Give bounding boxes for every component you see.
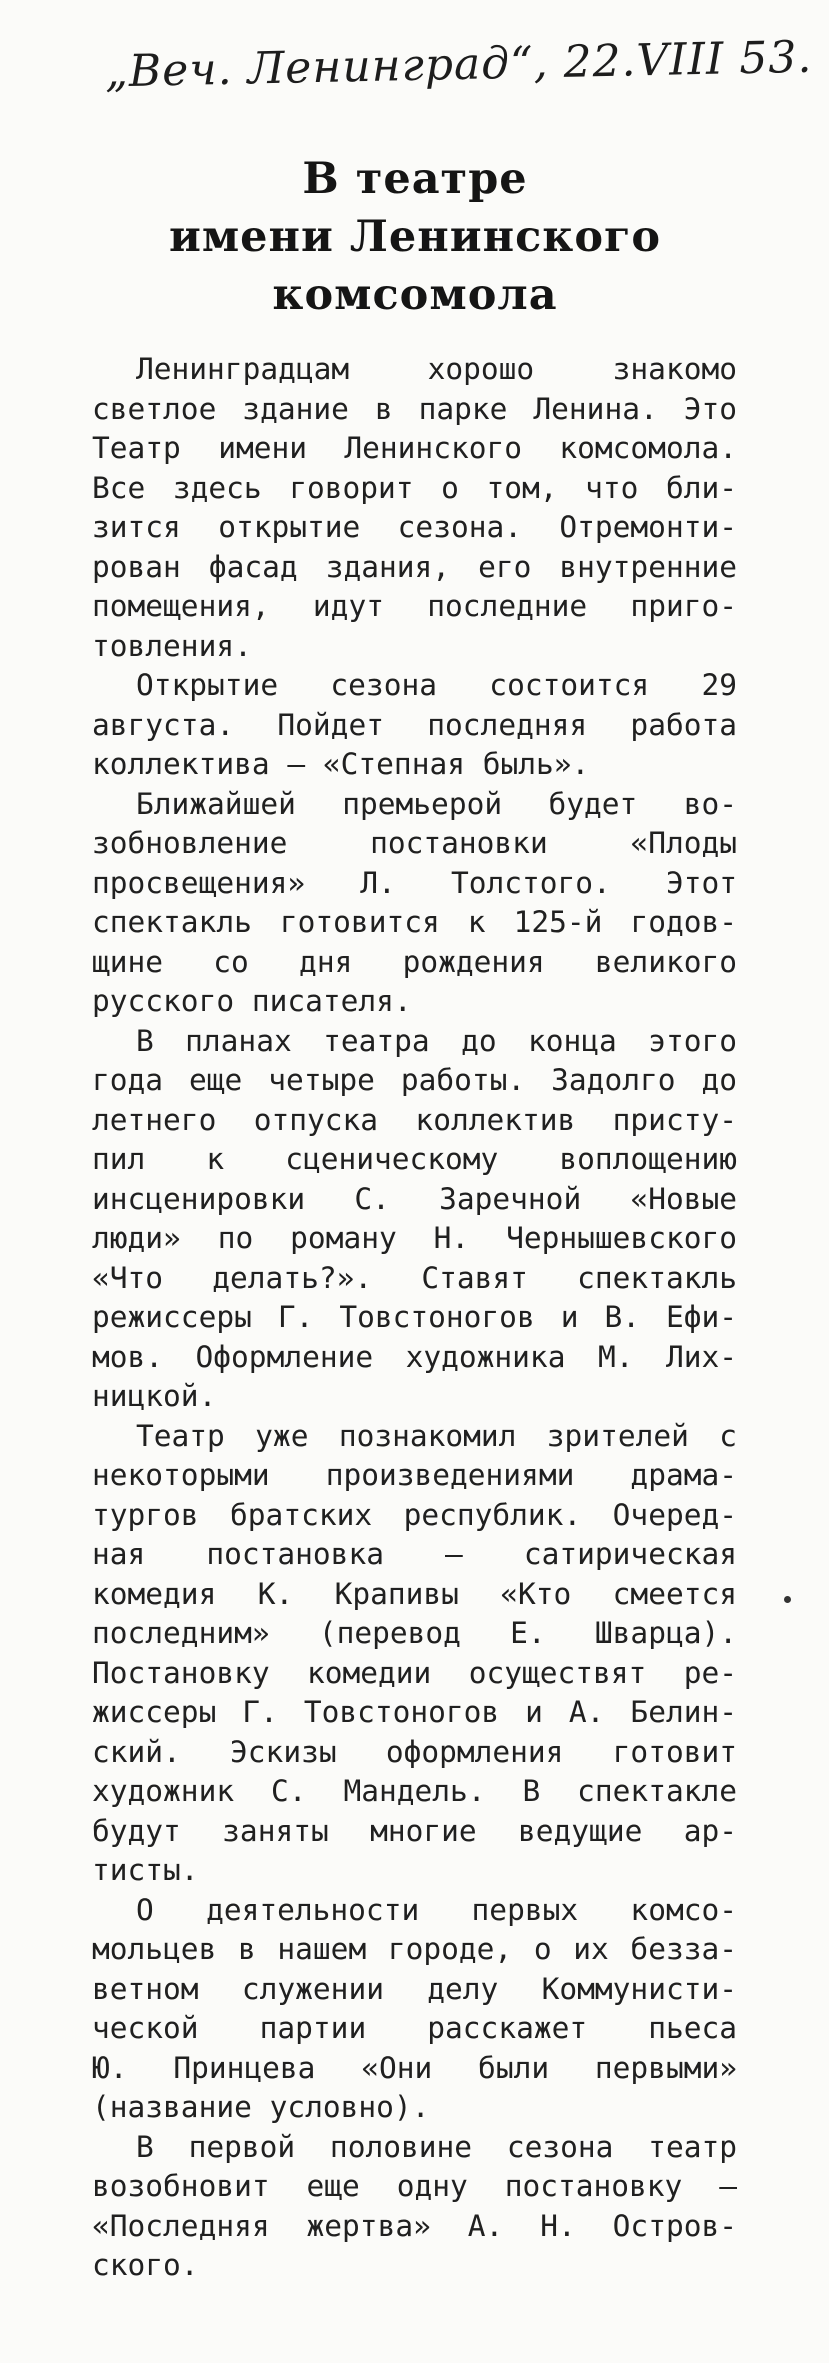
paragraph-line: Ближайшей премьерой будет во-	[136, 786, 737, 821]
paragraph-line: некоторыми произведениями драма-	[92, 1458, 737, 1492]
paragraph-line: ная постановка — сатирическая	[92, 1537, 737, 1571]
paragraph-line: жиссеры Г. Товстоногов и А. Белин-	[92, 1695, 737, 1729]
paragraph-line: комедия К. Крапивы «Кто смеется	[92, 1576, 737, 1611]
paragraph-line: щине со дня рождения великого	[92, 944, 737, 979]
article-paragraph	[92, 666, 737, 785]
paragraph-line: Открытие сезона состоится 29	[136, 668, 737, 702]
paragraph-line: ницкой.	[92, 1379, 217, 1413]
paragraph-line: августа. Пойдет последняя работа	[92, 707, 737, 742]
paragraph-line: спектакль готовится к 125-й годов-	[92, 905, 737, 939]
article-headline	[100, 150, 730, 324]
paragraph-line: О деятельности первых комсо-	[136, 1892, 737, 1927]
paragraph-line: светлое здание в парке Ленина. Это	[92, 391, 737, 426]
paragraph-line: ский. Эскизы оформления готовит	[92, 1734, 737, 1769]
paragraph-line: будут заняты многие ведущие ар-	[92, 1813, 737, 1848]
paragraph-line: ского.	[92, 2248, 199, 2282]
paragraph-line: последним» (перевод Е. Шварца).	[92, 1616, 737, 1650]
paragraph-line: года еще четыре работы. Задолго до	[92, 1063, 737, 1097]
article-body	[92, 350, 737, 2286]
paragraph-line: Ленинградцам хорошо знакомо	[136, 352, 737, 386]
paragraph-line: тисты.	[92, 1853, 199, 1887]
paragraph-line: летнего отпуска коллектив присту-	[92, 1102, 737, 1137]
article-paragraph	[92, 2128, 737, 2286]
paragraph-line: Все здесь говорит о том, что бли-	[92, 470, 737, 505]
paragraph-line: пил к сценическому воплощению	[92, 1142, 737, 1176]
paragraph-line: (название условно).	[92, 2090, 430, 2124]
paragraph-line: ветном служении делу Коммунисти-	[92, 1971, 737, 2006]
handwritten-source-note: „Веч. Ленинград“, 22.VIII 53.	[104, 31, 813, 98]
article-paragraph	[92, 1891, 737, 2128]
article-paragraph	[92, 350, 737, 666]
paragraph-line: возобновит еще одну постановку —	[92, 2169, 737, 2203]
paragraph-line: Театр имени Ленинского комсомола.	[92, 431, 737, 465]
headline-line: имени Ленинского	[168, 212, 662, 262]
paragraph-line: «Что делать?». Ставят спектакль	[92, 1260, 737, 1295]
paragraph-line: В первой половине сезона театр	[136, 2129, 737, 2164]
paragraph-line: Театр уже познакомил зрителей с	[136, 1418, 737, 1453]
paragraph-line: товления.	[92, 628, 252, 663]
headline-line: комсомола	[272, 270, 558, 320]
paragraph-line: «Последняя жертва» А. Н. Остров-	[92, 2208, 737, 2243]
paragraph-line: помещения, идут последние приго-	[92, 589, 737, 623]
article-paragraph	[92, 785, 737, 1022]
paragraph-line: Ю. Принцева «Они были первыми»	[92, 2050, 737, 2085]
paragraph-line: рован фасад здания, его внутренние	[92, 549, 737, 584]
article-paragraph	[92, 1417, 737, 1891]
paragraph-line: тургов братских республик. Очеред-	[92, 1497, 737, 1532]
paragraph-line: просвещения» Л. Толстого. Этот	[92, 865, 737, 900]
paragraph-line: зобновление постановки «Плоды	[92, 826, 737, 860]
paragraph-line: мольцев в нашем городе, о их безза-	[92, 1932, 737, 1966]
article-paragraph	[92, 1022, 737, 1417]
paragraph-line: люди» по роману Н. Чернышевского	[92, 1221, 737, 1255]
paragraph-line: режиссеры Г. Товстоногов и В. Ефи-	[92, 1300, 737, 1334]
paragraph-line: В планах театра до конца этого	[136, 1023, 737, 1058]
paragraph-line: зится открытие сезона. Отремонти-	[92, 510, 737, 544]
paragraph-line: русского писателя.	[92, 984, 412, 1018]
paragraph-line: мов. Оформление художника М. Лих-	[92, 1339, 737, 1374]
paragraph-line: инсценировки С. Заречной «Новые	[92, 1181, 737, 1216]
paragraph-line: коллектива — «Степная быль».	[92, 747, 590, 781]
paragraph-line: ческой партии расскажет пьеса	[92, 2011, 737, 2045]
paragraph-line: Постановку комедии осуществят ре-	[92, 1655, 737, 1690]
paragraph-line: художник С. Мандель. В спектакле	[92, 1774, 737, 1808]
headline-line: В театре	[302, 154, 528, 204]
print-speck	[784, 1596, 791, 1603]
